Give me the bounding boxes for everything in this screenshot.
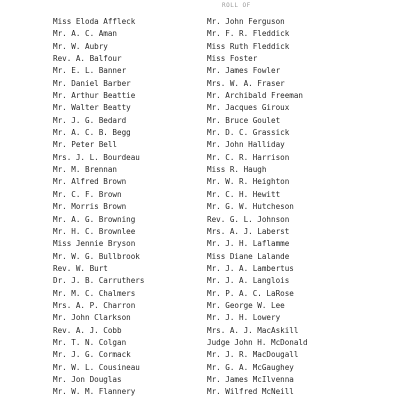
name-entry: Rev. W. Burt <box>53 263 108 273</box>
name-entry: Rev. G. L. Johnson <box>207 214 290 224</box>
name-entry: Mr. Bruce Goulet <box>207 115 281 125</box>
name-entry: Mrs. A. J. Laberst <box>207 226 290 236</box>
name-entry: Mr. Arthur Beattie <box>53 91 136 101</box>
name-entry: Mrs. J. L. Bourdeau <box>53 152 140 162</box>
name-entry: Mrs. A. J. MacAskill <box>207 325 299 335</box>
name-entry: Mr. W. M. Flannery <box>53 387 136 397</box>
name-entry: Mr. M. Brennan <box>53 165 118 175</box>
name-entry: Miss Diane Lalande <box>207 251 290 261</box>
name-entry: Mr. J. G. Bedard <box>53 115 127 125</box>
name-entry: Mr. C. F. Brown <box>53 189 122 199</box>
name-entry: Mr. J. A. Lambertus <box>207 263 294 273</box>
name-entry: Judge John H. McDonald <box>207 337 308 347</box>
left-name-column <box>53 16 203 399</box>
name-entry: Mr. Jacques Giroux <box>207 103 290 113</box>
name-entry: Mr. J. R. MacDougall <box>207 350 299 360</box>
name-entry: Mr. Daniel Barber <box>53 78 131 88</box>
name-entry: Dr. J. B. Carruthers <box>53 276 145 286</box>
name-entry: Mr. J. A. Langlois <box>207 276 290 286</box>
name-entry: Mr. T. N. Colgan <box>53 337 127 347</box>
name-entry: Mr. A. C. B. Begg <box>53 128 131 138</box>
name-entry: Mrs. W. A. Fraser <box>207 78 285 88</box>
name-entry: Mr. F. R. Fleddick <box>207 29 290 39</box>
name-entry: Miss Ruth Fleddick <box>207 41 290 51</box>
name-entry: Mr. Walter Beatty <box>53 103 131 113</box>
name-entry: Mr. J. G. Cormack <box>53 350 131 360</box>
name-entry: Mr. George W. Lee <box>207 300 285 310</box>
name-entry: Mr. D. C. Grassick <box>207 128 290 138</box>
name-entry: Mr. E. L. Banner <box>53 66 127 76</box>
name-entry: Mr. James McIlvenna <box>207 374 294 384</box>
name-entry: Mr. C. R. Harrison <box>207 152 290 162</box>
name-entry: Miss R. Haugh <box>207 165 267 175</box>
name-entry: Mr. A. G. Browning <box>53 214 136 224</box>
name-entry: Mr. G. A. McGaughey <box>207 362 294 372</box>
name-entry: Mr. John Halliday <box>207 140 285 150</box>
name-entry: Mr. Peter Bell <box>53 140 118 150</box>
name-entry: Mr. A. C. Aman <box>53 29 118 39</box>
name-entry: Mr. John Clarkson <box>53 313 131 323</box>
name-entry: Mr. John Ferguson <box>207 17 285 26</box>
name-entry: Mr. Alfred Brown <box>53 177 127 187</box>
name-entry: Mrs. A. P. Charron <box>53 300 136 310</box>
name-entry: Mr. W. L. Cousineau <box>53 362 140 372</box>
name-entry: Miss Jennie Bryson <box>53 239 136 249</box>
name-entry: Miss Foster <box>207 54 258 64</box>
name-entry: Rev. A. Balfour <box>53 54 122 64</box>
right-name-column <box>207 16 372 399</box>
name-entry: Mr. W. R. Heighton <box>207 177 290 187</box>
name-entry: Mr. J. H. Laflamme <box>207 239 290 249</box>
name-entry: Mr. Morris Brown <box>53 202 127 212</box>
name-entry: Mr. M. C. Chalmers <box>53 288 136 298</box>
name-entry: Mr. J. H. Lowery <box>207 313 281 323</box>
name-entry: Mr. W. Aubry <box>53 41 108 51</box>
name-entry: Mr. C. H. Hewitt <box>207 189 281 199</box>
name-entry: Mr. W. G. Bullbrook <box>53 251 140 261</box>
name-entry: Mr. Jon Douglas <box>53 374 122 384</box>
name-entry: Mr. Archibald Freeman <box>207 91 304 101</box>
name-entry: Mr. Wilfred McNeill <box>207 387 294 397</box>
name-entry: Rev. A. J. Cobb <box>53 325 122 335</box>
name-entry: Mr. James Fowler <box>207 66 281 76</box>
name-entry: Mr. H. C. Brownlee <box>53 226 136 236</box>
name-entry: Mr. P. A. C. LaRose <box>207 288 294 298</box>
name-entry: Mr. G. W. Hutcheson <box>207 202 294 212</box>
name-entry: Miss Eloda Affleck <box>53 17 136 26</box>
page-heading: ROLL OF <box>222 2 251 9</box>
